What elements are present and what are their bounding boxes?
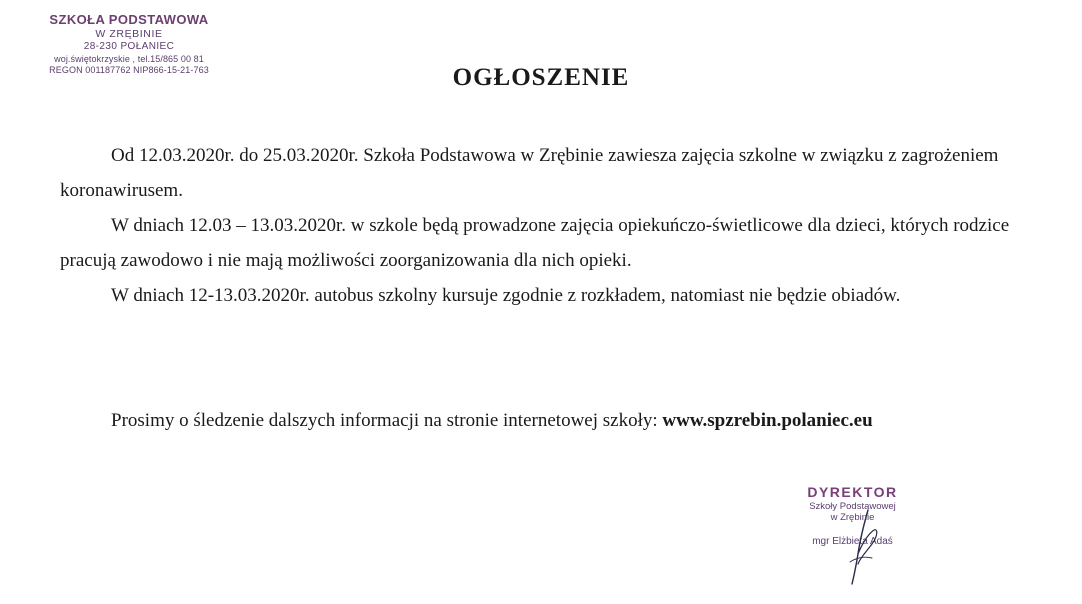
notice-paragraph-care: W dniach 12.03 – 13.03.2020r. w szkole będą prowadzone zajęcia opiekuńczo-świetlicowe dla dzieci, których rodzice pracują zawodowo i nie mają możliwości zoorganizowania dla nich opieki. <box>60 215 1010 271</box>
stamp-postal-address: 28-230 POŁANIEC <box>83 41 175 53</box>
notice-closing <box>111 403 873 438</box>
notice-body <box>60 138 1030 313</box>
director-place: w Zrębinie <box>830 512 875 524</box>
director-role: DYREKTOR <box>807 484 898 500</box>
stamp-school-place: W ZRĘBINIE <box>95 28 163 41</box>
notice-paragraph-bus: W dniach 12-13.03.2020r. autobus szkolny kursuje zgodnie z rozkładem, natomiast nie będzie obiadów. <box>111 285 901 306</box>
closing-text: Prosimy o śledzenie dalszych informacji na stronie internetowej szkoły: <box>111 410 658 431</box>
director-school: Szkoły Podstawowej <box>809 500 896 512</box>
notice-title: OGŁOSZENIE <box>452 64 630 91</box>
stamp-school-name: SZKOŁA PODSTAWOWA <box>49 12 209 27</box>
stamp-registration-ids: REGON 001187762 NIP866-15-21-763 <box>49 65 209 76</box>
director-name: mgr Elżbieta Adaś <box>812 535 893 547</box>
website-link[interactable]: www.spzrebin.polaniec.eu <box>662 410 873 431</box>
signature-icon <box>838 504 888 588</box>
stamp-contact: woj.świętokrzyskie , tel.15/865 00 81 <box>54 53 204 64</box>
notice-paragraph-closure: Od 12.03.2020r. do 25.03.2020r. Szkoła Podstawowa w Zrębinie zawiesza zajęcia szkolne w związku z zagrożeniem koronawirusem. <box>60 145 999 201</box>
